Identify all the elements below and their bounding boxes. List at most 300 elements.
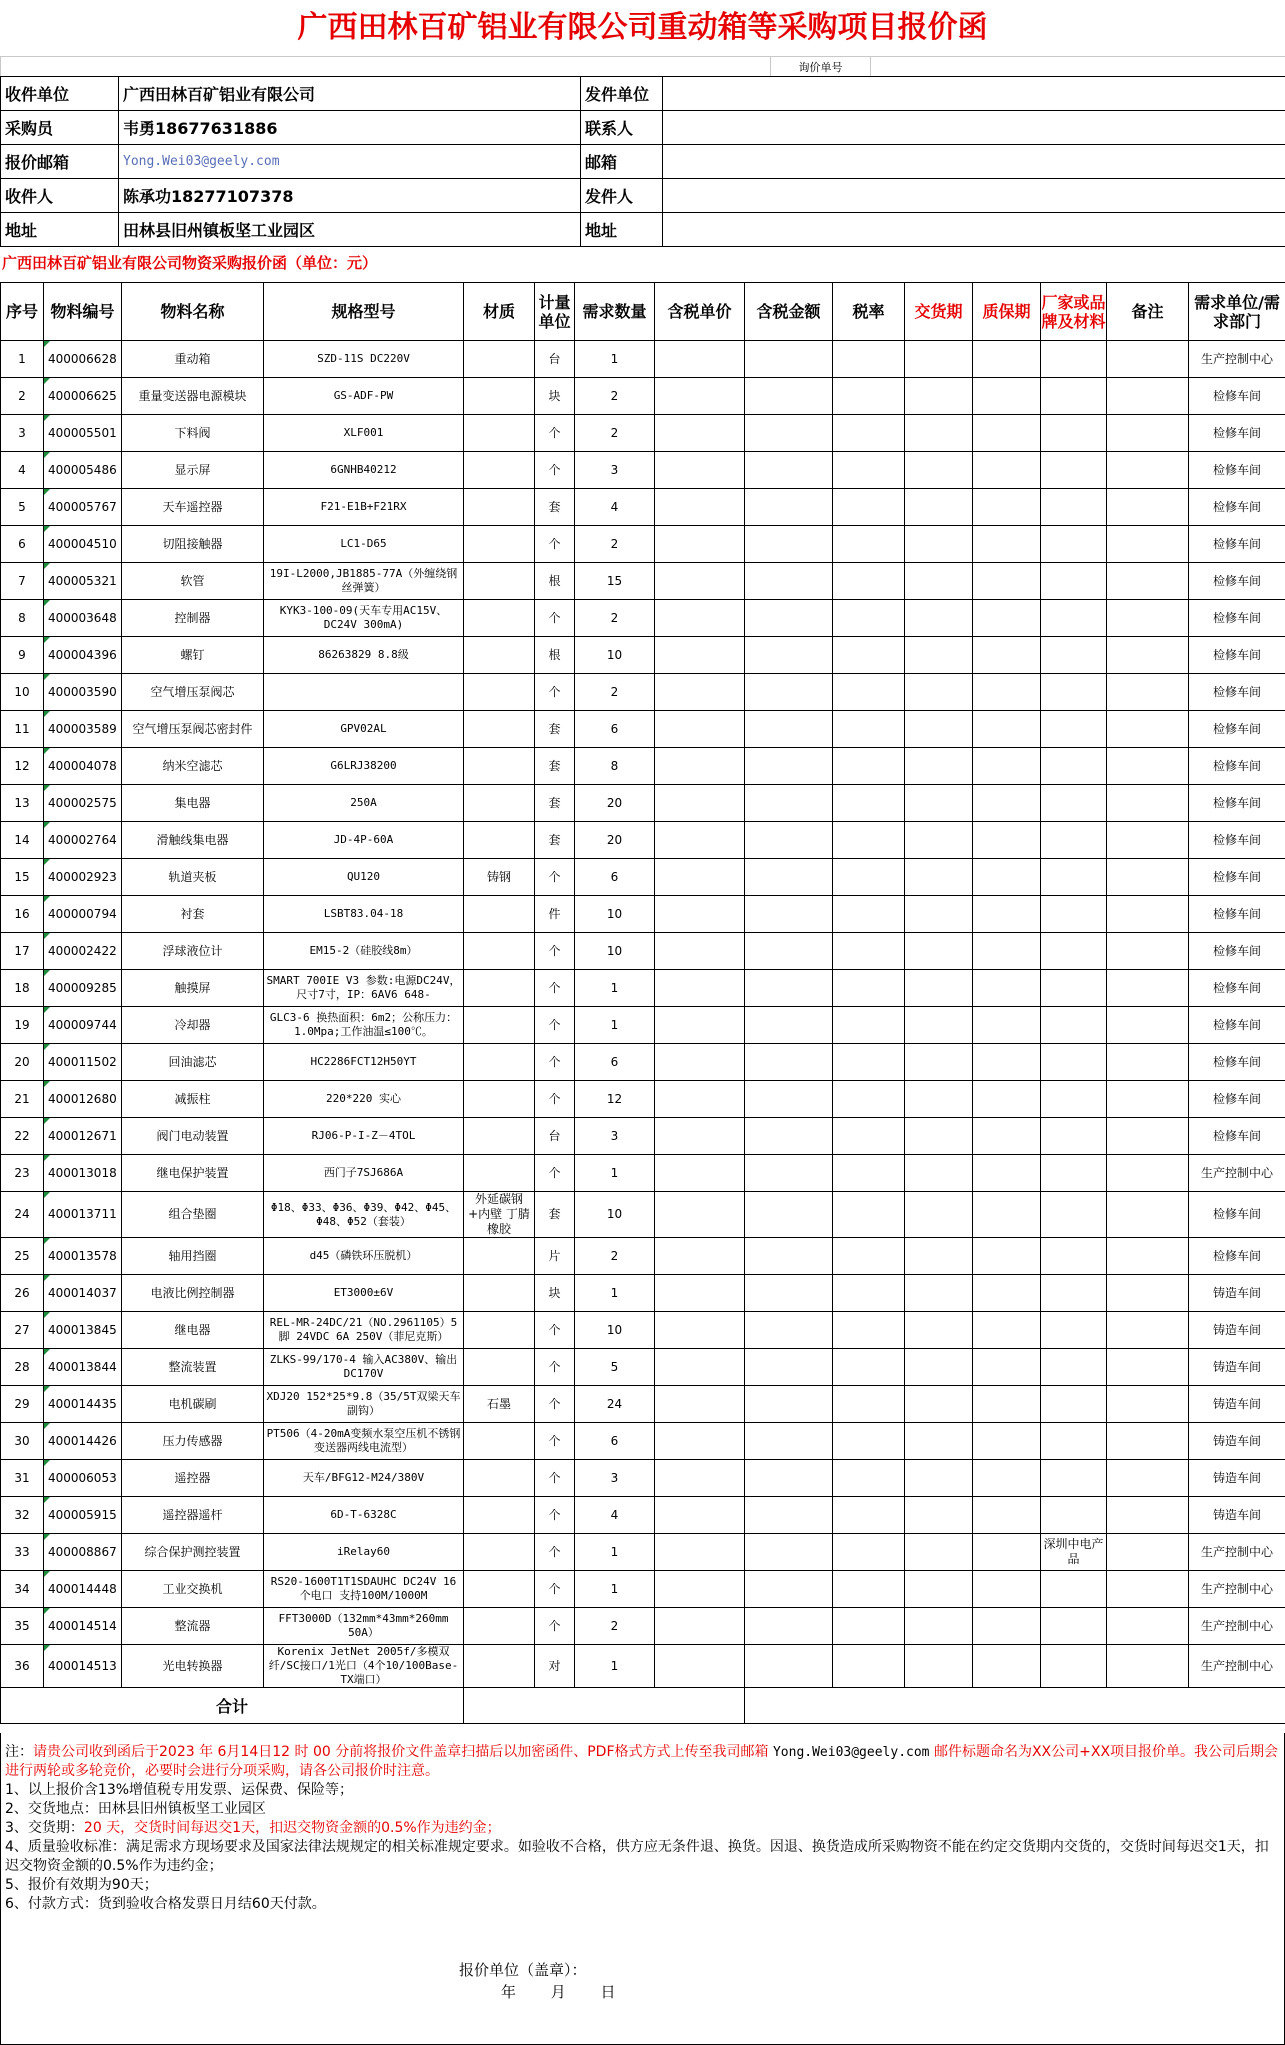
item-tax-input[interactable] bbox=[833, 1608, 905, 1645]
item-warranty-input[interactable] bbox=[973, 1534, 1041, 1571]
item-brand[interactable] bbox=[1041, 748, 1107, 785]
item-brand[interactable] bbox=[1041, 637, 1107, 674]
item-dept: 检修车间 bbox=[1189, 378, 1285, 415]
item-amount-input[interactable] bbox=[745, 1155, 833, 1192]
table-row bbox=[1, 1155, 1285, 1192]
item-unit-price-input[interactable] bbox=[655, 1423, 745, 1460]
item-brand[interactable] bbox=[1041, 933, 1107, 970]
item-amount-input[interactable] bbox=[745, 1386, 833, 1423]
item-brand[interactable] bbox=[1041, 1645, 1107, 1688]
item-delivery-input[interactable] bbox=[905, 1386, 973, 1423]
info-input[interactable] bbox=[663, 77, 1285, 111]
item-brand[interactable] bbox=[1041, 600, 1107, 637]
item-remark-input[interactable] bbox=[1107, 452, 1189, 489]
item-unit-price-input[interactable] bbox=[655, 1238, 745, 1275]
item-code: 400012680 bbox=[44, 1081, 122, 1118]
item-amount-input[interactable] bbox=[745, 933, 833, 970]
item-name: 切阻接触器 bbox=[122, 526, 264, 563]
item-remark-input[interactable] bbox=[1107, 1192, 1189, 1238]
item-delivery-input[interactable] bbox=[905, 1007, 973, 1044]
item-spec: LC1-D65 bbox=[264, 526, 464, 563]
item-tax-input[interactable] bbox=[833, 1349, 905, 1386]
item-delivery-input[interactable] bbox=[905, 1571, 973, 1608]
item-remark-input[interactable] bbox=[1107, 637, 1189, 674]
info-input[interactable] bbox=[663, 145, 1285, 179]
item-seq: 8 bbox=[1, 600, 44, 637]
item-spec: 西门子7SJ686A bbox=[264, 1155, 464, 1192]
item-unit-price-input[interactable] bbox=[655, 896, 745, 933]
item-delivery-input[interactable] bbox=[905, 896, 973, 933]
item-warranty-input[interactable] bbox=[973, 452, 1041, 489]
item-tax-input[interactable] bbox=[833, 341, 905, 378]
item-amount-input[interactable] bbox=[745, 896, 833, 933]
item-tax-input[interactable] bbox=[833, 1571, 905, 1608]
item-remark-input[interactable] bbox=[1107, 1007, 1189, 1044]
item-unit-price-input[interactable] bbox=[655, 1386, 745, 1423]
item-tax-input[interactable] bbox=[833, 563, 905, 600]
item-code: 400014037 bbox=[44, 1275, 122, 1312]
item-warranty-input[interactable] bbox=[973, 1155, 1041, 1192]
item-dept: 生产控制中心 bbox=[1189, 1534, 1285, 1571]
item-amount-input[interactable] bbox=[745, 859, 833, 896]
item-delivery-input[interactable] bbox=[905, 637, 973, 674]
item-brand[interactable] bbox=[1041, 859, 1107, 896]
item-remark-input[interactable] bbox=[1107, 933, 1189, 970]
item-warranty-input[interactable] bbox=[973, 526, 1041, 563]
item-remark-input[interactable] bbox=[1107, 1118, 1189, 1155]
item-unit-price-input[interactable] bbox=[655, 600, 745, 637]
item-unit-price-input[interactable] bbox=[655, 674, 745, 711]
item-warranty-input[interactable] bbox=[973, 1460, 1041, 1497]
item-tax-input[interactable] bbox=[833, 859, 905, 896]
item-warranty-input[interactable] bbox=[973, 1007, 1041, 1044]
table-row bbox=[1, 341, 1285, 378]
item-code: 400002575 bbox=[44, 785, 122, 822]
item-tax-input[interactable] bbox=[833, 600, 905, 637]
item-amount-input[interactable] bbox=[745, 1460, 833, 1497]
item-tax-input[interactable] bbox=[833, 1044, 905, 1081]
item-remark-input[interactable] bbox=[1107, 748, 1189, 785]
item-amount-input[interactable] bbox=[745, 1118, 833, 1155]
item-brand[interactable] bbox=[1041, 526, 1107, 563]
item-amount-input[interactable] bbox=[745, 1312, 833, 1349]
item-unit-price-input[interactable] bbox=[655, 1081, 745, 1118]
item-unit-price-input[interactable] bbox=[655, 711, 745, 748]
info-input[interactable] bbox=[663, 179, 1285, 213]
item-amount-input[interactable] bbox=[745, 748, 833, 785]
item-amount-input[interactable] bbox=[745, 674, 833, 711]
item-warranty-input[interactable] bbox=[973, 674, 1041, 711]
item-warranty-input[interactable] bbox=[973, 748, 1041, 785]
item-brand[interactable] bbox=[1041, 1118, 1107, 1155]
item-brand[interactable] bbox=[1041, 1312, 1107, 1349]
item-unit-price-input[interactable] bbox=[655, 748, 745, 785]
item-warranty-input[interactable] bbox=[973, 933, 1041, 970]
item-remark-input[interactable] bbox=[1107, 1275, 1189, 1312]
item-material bbox=[464, 378, 535, 415]
item-amount-input[interactable] bbox=[745, 526, 833, 563]
item-delivery-input[interactable] bbox=[905, 378, 973, 415]
item-remark-input[interactable] bbox=[1107, 1081, 1189, 1118]
item-warranty-input[interactable] bbox=[973, 1497, 1041, 1534]
item-brand[interactable] bbox=[1041, 415, 1107, 452]
item-brand[interactable] bbox=[1041, 674, 1107, 711]
item-unit-price-input[interactable] bbox=[655, 1608, 745, 1645]
item-amount-input[interactable] bbox=[745, 1608, 833, 1645]
item-unit-price-input[interactable] bbox=[655, 1312, 745, 1349]
item-brand[interactable] bbox=[1041, 970, 1107, 1007]
item-brand[interactable]: 深圳中电产品 bbox=[1041, 1534, 1107, 1571]
item-warranty-input[interactable] bbox=[973, 637, 1041, 674]
item-remark-input[interactable] bbox=[1107, 1386, 1189, 1423]
item-tax-input[interactable] bbox=[833, 489, 905, 526]
item-delivery-input[interactable] bbox=[905, 1238, 973, 1275]
item-tax-input[interactable] bbox=[833, 970, 905, 1007]
item-warranty-input[interactable] bbox=[973, 378, 1041, 415]
item-unit-price-input[interactable] bbox=[655, 785, 745, 822]
item-remark-input[interactable] bbox=[1107, 1460, 1189, 1497]
item-tax-input[interactable] bbox=[833, 1386, 905, 1423]
item-delivery-input[interactable] bbox=[905, 748, 973, 785]
item-warranty-input[interactable] bbox=[973, 489, 1041, 526]
item-warranty-input[interactable] bbox=[973, 1312, 1041, 1349]
info-input[interactable] bbox=[663, 111, 1285, 145]
item-warranty-input[interactable] bbox=[973, 415, 1041, 452]
item-tax-input[interactable] bbox=[833, 748, 905, 785]
item-unit-price-input[interactable] bbox=[655, 415, 745, 452]
item-remark-input[interactable] bbox=[1107, 1571, 1189, 1608]
item-warranty-input[interactable] bbox=[973, 1571, 1041, 1608]
item-brand[interactable] bbox=[1041, 1081, 1107, 1118]
item-remark-input[interactable] bbox=[1107, 1312, 1189, 1349]
info-input[interactable] bbox=[663, 213, 1285, 247]
item-amount-input[interactable] bbox=[745, 711, 833, 748]
item-warranty-input[interactable] bbox=[973, 859, 1041, 896]
item-brand[interactable] bbox=[1041, 1571, 1107, 1608]
item-material bbox=[464, 452, 535, 489]
item-delivery-input[interactable] bbox=[905, 674, 973, 711]
item-spec: ZLKS-99/170-4 输入AC380V、输出DC170V bbox=[264, 1349, 464, 1386]
item-warranty-input[interactable] bbox=[973, 1081, 1041, 1118]
item-tax-input[interactable] bbox=[833, 1423, 905, 1460]
item-remark-input[interactable] bbox=[1107, 341, 1189, 378]
item-amount-input[interactable] bbox=[745, 1081, 833, 1118]
item-delivery-input[interactable] bbox=[905, 452, 973, 489]
item-delivery-input[interactable] bbox=[905, 600, 973, 637]
item-dept: 检修车间 bbox=[1189, 600, 1285, 637]
item-remark-input[interactable] bbox=[1107, 600, 1189, 637]
item-unit-price-input[interactable] bbox=[655, 1275, 745, 1312]
item-warranty-input[interactable] bbox=[973, 970, 1041, 1007]
item-dept: 检修车间 bbox=[1189, 1238, 1285, 1275]
item-remark-input[interactable] bbox=[1107, 674, 1189, 711]
item-tax-input[interactable] bbox=[833, 896, 905, 933]
item-warranty-input[interactable] bbox=[973, 1238, 1041, 1275]
item-brand[interactable] bbox=[1041, 1423, 1107, 1460]
item-brand[interactable] bbox=[1041, 711, 1107, 748]
item-delivery-input[interactable] bbox=[905, 415, 973, 452]
item-brand[interactable] bbox=[1041, 1238, 1107, 1275]
item-warranty-input[interactable] bbox=[973, 1192, 1041, 1238]
item-unit-price-input[interactable] bbox=[655, 1007, 745, 1044]
item-amount-input[interactable] bbox=[745, 970, 833, 1007]
item-remark-input[interactable] bbox=[1107, 526, 1189, 563]
item-tax-input[interactable] bbox=[833, 711, 905, 748]
item-delivery-input[interactable] bbox=[905, 1312, 973, 1349]
item-unit: 个 bbox=[535, 1386, 575, 1423]
item-brand[interactable] bbox=[1041, 1275, 1107, 1312]
item-qty: 4 bbox=[575, 1497, 655, 1534]
item-warranty-input[interactable] bbox=[973, 1118, 1041, 1155]
item-warranty-input[interactable] bbox=[973, 1423, 1041, 1460]
item-amount-input[interactable] bbox=[745, 1497, 833, 1534]
item-remark-input[interactable] bbox=[1107, 1423, 1189, 1460]
item-unit-price-input[interactable] bbox=[655, 1571, 745, 1608]
info-row bbox=[1, 77, 1285, 111]
item-tax-input[interactable] bbox=[833, 526, 905, 563]
item-tax-input[interactable] bbox=[833, 1534, 905, 1571]
item-delivery-input[interactable] bbox=[905, 785, 973, 822]
item-delivery-input[interactable] bbox=[905, 563, 973, 600]
item-name: 减振柱 bbox=[122, 1081, 264, 1118]
item-unit-price-input[interactable] bbox=[655, 489, 745, 526]
item-material bbox=[464, 489, 535, 526]
item-amount-input[interactable] bbox=[745, 1349, 833, 1386]
item-tax-input[interactable] bbox=[833, 1192, 905, 1238]
item-unit-price-input[interactable] bbox=[655, 1044, 745, 1081]
item-brand[interactable] bbox=[1041, 1007, 1107, 1044]
item-unit-price-input[interactable] bbox=[655, 637, 745, 674]
item-remark-input[interactable] bbox=[1107, 1608, 1189, 1645]
item-warranty-input[interactable] bbox=[973, 785, 1041, 822]
item-delivery-input[interactable] bbox=[905, 1192, 973, 1238]
item-unit-price-input[interactable] bbox=[655, 1460, 745, 1497]
item-seq: 25 bbox=[1, 1238, 44, 1275]
item-tax-input[interactable] bbox=[833, 1238, 905, 1275]
item-brand[interactable] bbox=[1041, 896, 1107, 933]
item-delivery-input[interactable] bbox=[905, 1155, 973, 1192]
item-tax-input[interactable] bbox=[833, 1155, 905, 1192]
item-qty: 20 bbox=[575, 822, 655, 859]
item-delivery-input[interactable] bbox=[905, 1118, 973, 1155]
item-remark-input[interactable] bbox=[1107, 1044, 1189, 1081]
item-dept: 检修车间 bbox=[1189, 563, 1285, 600]
inquiry-no-row bbox=[0, 56, 1285, 77]
item-delivery-input[interactable] bbox=[905, 1645, 973, 1688]
item-delivery-input[interactable] bbox=[905, 1349, 973, 1386]
item-unit-price-input[interactable] bbox=[655, 378, 745, 415]
item-delivery-input[interactable] bbox=[905, 1423, 973, 1460]
item-tax-input[interactable] bbox=[833, 933, 905, 970]
item-brand[interactable] bbox=[1041, 1386, 1107, 1423]
item-brand[interactable] bbox=[1041, 1155, 1107, 1192]
item-brand[interactable] bbox=[1041, 1044, 1107, 1081]
item-unit-price-input[interactable] bbox=[655, 1645, 745, 1688]
item-delivery-input[interactable] bbox=[905, 1275, 973, 1312]
inquiry-no-value[interactable] bbox=[871, 57, 1285, 77]
item-qty: 2 bbox=[575, 415, 655, 452]
table-row bbox=[1, 526, 1285, 563]
item-delivery-input[interactable] bbox=[905, 526, 973, 563]
item-tax-input[interactable] bbox=[833, 674, 905, 711]
item-delivery-input[interactable] bbox=[905, 1460, 973, 1497]
item-unit-price-input[interactable] bbox=[655, 563, 745, 600]
item-unit-price-input[interactable] bbox=[655, 933, 745, 970]
item-amount-input[interactable] bbox=[745, 1534, 833, 1571]
item-tax-input[interactable] bbox=[833, 637, 905, 674]
item-remark-input[interactable] bbox=[1107, 1645, 1189, 1688]
item-unit-price-input[interactable] bbox=[655, 1192, 745, 1238]
item-brand[interactable] bbox=[1041, 1497, 1107, 1534]
item-brand[interactable] bbox=[1041, 822, 1107, 859]
item-warranty-input[interactable] bbox=[973, 1275, 1041, 1312]
item-remark-input[interactable] bbox=[1107, 896, 1189, 933]
item-amount-input[interactable] bbox=[745, 378, 833, 415]
item-amount-input[interactable] bbox=[745, 1571, 833, 1608]
item-material bbox=[464, 896, 535, 933]
header-row bbox=[1, 283, 1285, 341]
item-dept: 生产控制中心 bbox=[1189, 1571, 1285, 1608]
item-remark-input[interactable] bbox=[1107, 378, 1189, 415]
item-delivery-input[interactable] bbox=[905, 933, 973, 970]
item-unit-price-input[interactable] bbox=[655, 452, 745, 489]
item-qty: 5 bbox=[575, 1349, 655, 1386]
item-remark-input[interactable] bbox=[1107, 415, 1189, 452]
item-tax-input[interactable] bbox=[833, 785, 905, 822]
item-tax-input[interactable] bbox=[833, 452, 905, 489]
item-tax-input[interactable] bbox=[833, 1081, 905, 1118]
item-brand[interactable] bbox=[1041, 1608, 1107, 1645]
item-amount-input[interactable] bbox=[745, 785, 833, 822]
item-brand[interactable] bbox=[1041, 785, 1107, 822]
item-warranty-input[interactable] bbox=[973, 341, 1041, 378]
total-value[interactable] bbox=[745, 1688, 1285, 1724]
item-remark-input[interactable] bbox=[1107, 822, 1189, 859]
item-remark-input[interactable] bbox=[1107, 970, 1189, 1007]
item-amount-input[interactable] bbox=[745, 1007, 833, 1044]
item-warranty-input[interactable] bbox=[973, 1608, 1041, 1645]
item-warranty-input[interactable] bbox=[973, 1645, 1041, 1688]
item-remark-input[interactable] bbox=[1107, 1238, 1189, 1275]
item-unit-price-input[interactable] bbox=[655, 526, 745, 563]
item-unit-price-input[interactable] bbox=[655, 1534, 745, 1571]
item-amount-input[interactable] bbox=[745, 637, 833, 674]
item-tax-input[interactable] bbox=[833, 1460, 905, 1497]
item-warranty-input[interactable] bbox=[973, 896, 1041, 933]
item-remark-input[interactable] bbox=[1107, 711, 1189, 748]
item-brand[interactable] bbox=[1041, 489, 1107, 526]
item-unit-price-input[interactable] bbox=[655, 1118, 745, 1155]
item-remark-input[interactable] bbox=[1107, 1349, 1189, 1386]
item-amount-input[interactable] bbox=[745, 1044, 833, 1081]
item-warranty-input[interactable] bbox=[973, 563, 1041, 600]
item-tax-input[interactable] bbox=[833, 822, 905, 859]
item-material bbox=[464, 563, 535, 600]
item-delivery-input[interactable] bbox=[905, 1081, 973, 1118]
item-amount-input[interactable] bbox=[745, 1238, 833, 1275]
item-qty: 10 bbox=[575, 637, 655, 674]
item-delivery-input[interactable] bbox=[905, 1044, 973, 1081]
item-unit-price-input[interactable] bbox=[655, 1155, 745, 1192]
item-delivery-input[interactable] bbox=[905, 1534, 973, 1571]
item-delivery-input[interactable] bbox=[905, 822, 973, 859]
item-seq: 12 bbox=[1, 748, 44, 785]
item-material bbox=[464, 1534, 535, 1571]
item-unit-price-input[interactable] bbox=[655, 859, 745, 896]
item-amount-input[interactable] bbox=[745, 341, 833, 378]
item-warranty-input[interactable] bbox=[973, 1349, 1041, 1386]
item-tax-input[interactable] bbox=[833, 1645, 905, 1688]
item-amount-input[interactable] bbox=[745, 452, 833, 489]
item-delivery-input[interactable] bbox=[905, 1608, 973, 1645]
item-tax-input[interactable] bbox=[833, 1497, 905, 1534]
item-warranty-input[interactable] bbox=[973, 600, 1041, 637]
item-remark-input[interactable] bbox=[1107, 1534, 1189, 1571]
item-tax-input[interactable] bbox=[833, 1118, 905, 1155]
item-amount-input[interactable] bbox=[745, 1645, 833, 1688]
item-delivery-input[interactable] bbox=[905, 341, 973, 378]
item-unit-price-input[interactable] bbox=[655, 341, 745, 378]
item-tax-input[interactable] bbox=[833, 378, 905, 415]
item-warranty-input[interactable] bbox=[973, 711, 1041, 748]
item-brand[interactable] bbox=[1041, 452, 1107, 489]
item-remark-input[interactable] bbox=[1107, 563, 1189, 600]
item-amount-input[interactable] bbox=[745, 1192, 833, 1238]
item-amount-input[interactable] bbox=[745, 600, 833, 637]
item-brand[interactable] bbox=[1041, 563, 1107, 600]
header-name: 物料名称 bbox=[122, 283, 264, 341]
item-brand[interactable] bbox=[1041, 1349, 1107, 1386]
item-remark-input[interactable] bbox=[1107, 785, 1189, 822]
item-amount-input[interactable] bbox=[745, 1423, 833, 1460]
item-brand[interactable] bbox=[1041, 1192, 1107, 1238]
item-tax-input[interactable] bbox=[833, 1312, 905, 1349]
item-brand[interactable] bbox=[1041, 1460, 1107, 1497]
item-unit-price-input[interactable] bbox=[655, 1349, 745, 1386]
info-label: 地址 bbox=[581, 213, 663, 247]
item-remark-input[interactable] bbox=[1107, 489, 1189, 526]
item-amount-input[interactable] bbox=[745, 1275, 833, 1312]
item-warranty-input[interactable] bbox=[973, 1044, 1041, 1081]
item-remark-input[interactable] bbox=[1107, 1155, 1189, 1192]
item-name: 天车遥控器 bbox=[122, 489, 264, 526]
item-warranty-input[interactable] bbox=[973, 822, 1041, 859]
item-brand[interactable] bbox=[1041, 341, 1107, 378]
item-material bbox=[464, 637, 535, 674]
item-delivery-input[interactable] bbox=[905, 489, 973, 526]
item-unit-price-input[interactable] bbox=[655, 1497, 745, 1534]
item-delivery-input[interactable] bbox=[905, 970, 973, 1007]
item-amount-input[interactable] bbox=[745, 415, 833, 452]
item-material bbox=[464, 1081, 535, 1118]
item-code: 400011502 bbox=[44, 1044, 122, 1081]
item-remark-input[interactable] bbox=[1107, 1497, 1189, 1534]
item-amount-input[interactable] bbox=[745, 489, 833, 526]
item-delivery-input[interactable] bbox=[905, 711, 973, 748]
item-brand[interactable] bbox=[1041, 378, 1107, 415]
item-tax-input[interactable] bbox=[833, 1275, 905, 1312]
item-delivery-input[interactable] bbox=[905, 859, 973, 896]
item-amount-input[interactable] bbox=[745, 563, 833, 600]
item-amount-input[interactable] bbox=[745, 822, 833, 859]
item-warranty-input[interactable] bbox=[973, 1386, 1041, 1423]
item-delivery-input[interactable] bbox=[905, 1497, 973, 1534]
item-tax-input[interactable] bbox=[833, 415, 905, 452]
item-remark-input[interactable] bbox=[1107, 859, 1189, 896]
item-unit-price-input[interactable] bbox=[655, 970, 745, 1007]
item-tax-input[interactable] bbox=[833, 1007, 905, 1044]
item-unit-price-input[interactable] bbox=[655, 822, 745, 859]
